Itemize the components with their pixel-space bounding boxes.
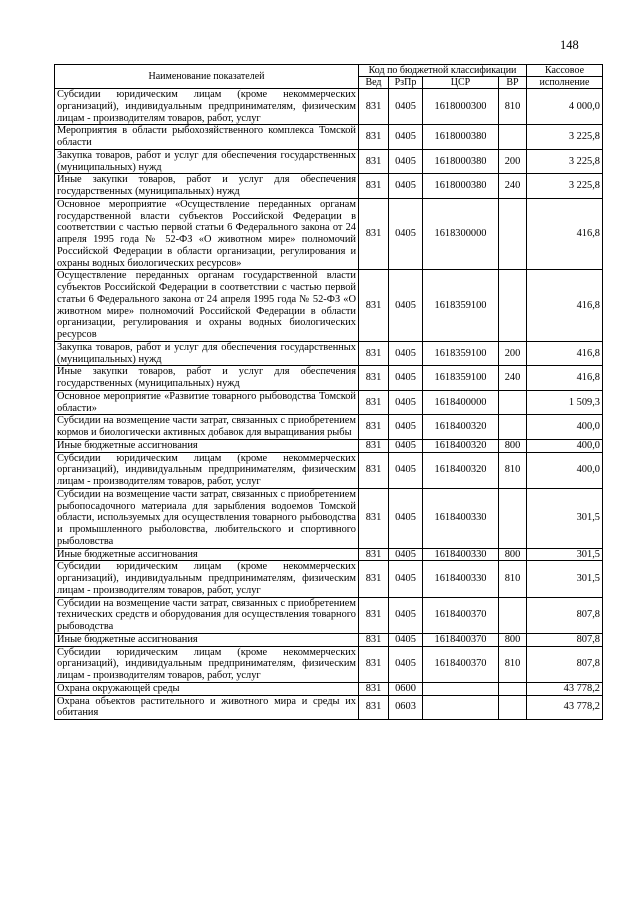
cell-name: Субсидии юридическим лицам (кроме некоммерческих организаций), индивидуальным предпринимателям, физическим лицам - производителям товаров, работ, услуг <box>55 646 359 682</box>
cell-rzpr: 0405 <box>389 488 423 548</box>
header-ved: Вед <box>359 77 389 89</box>
cell-vr <box>499 198 527 270</box>
cell-amount: 43 778,2 <box>527 682 603 695</box>
table-row <box>55 270 603 342</box>
cell-amount: 3 225,8 <box>527 125 603 150</box>
cell-rzpr: 0405 <box>389 366 423 391</box>
table-row <box>55 646 603 682</box>
cell-vr: 810 <box>499 646 527 682</box>
cell-rzpr: 0405 <box>389 341 423 366</box>
cell-csr: 1618400320 <box>423 452 499 488</box>
header-cash-line1: Кассовое <box>527 65 603 77</box>
cell-amount: 4 000,0 <box>527 89 603 125</box>
cell-amount: 807,8 <box>527 646 603 682</box>
table-row <box>55 597 603 633</box>
cell-rzpr: 0405 <box>389 89 423 125</box>
cell-vr <box>499 597 527 633</box>
cell-name: Субсидии на возмещение части затрат, связанных с приобретением кормов и биологически активных добавок для выращивания рыбы <box>55 415 359 440</box>
table-row <box>55 125 603 150</box>
cell-vr <box>499 415 527 440</box>
cell-amount: 301,5 <box>527 488 603 548</box>
cell-rzpr: 0405 <box>389 125 423 150</box>
cell-name: Субсидии юридическим лицам (кроме некоммерческих организаций), индивидуальным предпринимателям, физическим лицам - производителям товаров, работ, услуг <box>55 452 359 488</box>
cell-amount: 416,8 <box>527 198 603 270</box>
cell-vr: 810 <box>499 89 527 125</box>
cell-rzpr: 0405 <box>389 439 423 452</box>
cell-name: Закупка товаров, работ и услуг для обеспечения государственных (муниципальных) нужд <box>55 341 359 366</box>
cell-vr: 800 <box>499 439 527 452</box>
cell-ved: 831 <box>359 415 389 440</box>
cell-amount: 400,0 <box>527 439 603 452</box>
cell-amount: 3 225,8 <box>527 149 603 174</box>
cell-vr: 240 <box>499 366 527 391</box>
cell-rzpr: 0405 <box>389 390 423 415</box>
cell-ved: 831 <box>359 270 389 342</box>
cell-amount: 43 778,2 <box>527 695 603 720</box>
cell-csr: 1618359100 <box>423 341 499 366</box>
header-rzpr: РзПр <box>389 77 423 89</box>
cell-csr: 1618359100 <box>423 366 499 391</box>
cell-ved: 831 <box>359 366 389 391</box>
cell-ved: 831 <box>359 174 389 199</box>
cell-vr: 810 <box>499 561 527 597</box>
cell-ved: 831 <box>359 561 389 597</box>
cell-rzpr: 0405 <box>389 415 423 440</box>
header-name: Наименование показателей <box>55 65 359 89</box>
cell-csr: 1618400320 <box>423 415 499 440</box>
cell-csr: 1618359100 <box>423 270 499 342</box>
table-row <box>55 488 603 548</box>
cell-vr <box>499 270 527 342</box>
cell-amount: 416,8 <box>527 270 603 342</box>
cell-csr: 1618400330 <box>423 548 499 561</box>
cell-csr <box>423 695 499 720</box>
cell-rzpr: 0405 <box>389 149 423 174</box>
cell-name: Иные бюджетные ассигнования <box>55 548 359 561</box>
header-csr: ЦСР <box>423 77 499 89</box>
cell-ved: 831 <box>359 125 389 150</box>
cell-name: Закупка товаров, работ и услуг для обеспечения государственных (муниципальных) нужд <box>55 149 359 174</box>
cell-vr: 240 <box>499 174 527 199</box>
cell-ved: 831 <box>359 633 389 646</box>
header-cash-line2: исполнение <box>527 77 603 89</box>
cell-name: Основное мероприятие «Осуществление переданных органам государственной власти субъектов Российской Федерации в соответствии с частью первой статьи 6 Федерального закона от 24 апреля 1995 года № 52-ФЗ «О животном мире» полномочий Российской Федерации в области организации, регулирования и охраны водных биологических ресурсов» <box>55 198 359 270</box>
table-row <box>55 439 603 452</box>
cell-name: Охрана объектов растительного и животного мира и среды их обитания <box>55 695 359 720</box>
cell-amount: 400,0 <box>527 415 603 440</box>
cell-vr <box>499 125 527 150</box>
cell-name: Субсидии юридическим лицам (кроме некоммерческих организаций), индивидуальным предпринимателям, физическим лицам - производителям товаров, работ, услуг <box>55 89 359 125</box>
cell-csr: 1618300000 <box>423 198 499 270</box>
cell-name: Иные бюджетные ассигнования <box>55 439 359 452</box>
cell-name: Охрана окружающей среды <box>55 682 359 695</box>
cell-rzpr: 0405 <box>389 633 423 646</box>
cell-ved: 831 <box>359 597 389 633</box>
budget-table <box>54 64 603 720</box>
table-row <box>55 366 603 391</box>
cell-amount: 301,5 <box>527 561 603 597</box>
table-row <box>55 198 603 270</box>
cell-csr: 1618000380 <box>423 125 499 150</box>
cell-rzpr: 0603 <box>389 695 423 720</box>
cell-amount: 416,8 <box>527 341 603 366</box>
cell-vr <box>499 390 527 415</box>
cell-rzpr: 0405 <box>389 597 423 633</box>
table-row <box>55 561 603 597</box>
header-vr: ВР <box>499 77 527 89</box>
table-row <box>55 548 603 561</box>
cell-amount: 400,0 <box>527 452 603 488</box>
cell-amount: 1 509,3 <box>527 390 603 415</box>
cell-rzpr: 0405 <box>389 174 423 199</box>
cell-vr: 200 <box>499 341 527 366</box>
cell-amount: 301,5 <box>527 548 603 561</box>
cell-amount: 3 225,8 <box>527 174 603 199</box>
cell-vr <box>499 488 527 548</box>
cell-vr: 810 <box>499 452 527 488</box>
cell-amount: 416,8 <box>527 366 603 391</box>
cell-vr <box>499 695 527 720</box>
cell-csr <box>423 682 499 695</box>
table-row <box>55 89 603 125</box>
cell-ved: 831 <box>359 149 389 174</box>
cell-name: Иные закупки товаров, работ и услуг для обеспечения государственных (муниципальных) нужд <box>55 366 359 391</box>
cell-csr: 1618400370 <box>423 646 499 682</box>
cell-amount: 807,8 <box>527 633 603 646</box>
cell-csr: 1618000380 <box>423 174 499 199</box>
cell-csr: 1618400370 <box>423 633 499 646</box>
page-number: 148 <box>560 38 579 52</box>
cell-csr: 1618400320 <box>423 439 499 452</box>
cell-name: Субсидии юридическим лицам (кроме некоммерческих организаций), индивидуальным предпринимателям, физическим лицам - производителям товаров, работ, услуг <box>55 561 359 597</box>
cell-csr: 1618000380 <box>423 149 499 174</box>
cell-vr: 800 <box>499 633 527 646</box>
cell-rzpr: 0405 <box>389 561 423 597</box>
cell-ved: 831 <box>359 341 389 366</box>
cell-rzpr: 0405 <box>389 548 423 561</box>
table-row <box>55 174 603 199</box>
cell-ved: 831 <box>359 439 389 452</box>
cell-csr: 1618400370 <box>423 597 499 633</box>
cell-name: Основное мероприятие «Развитие товарного рыбоводства Томской области» <box>55 390 359 415</box>
cell-vr: 800 <box>499 548 527 561</box>
cell-name: Осуществление переданных органам государственной власти субъектов Российской Федерации в соответствии с частью первой статьи 6 Федерального закона от 24 апреля 1995 года № 52-ФЗ «О животном мире» полномочий Российской Федерации в области организации, регулирования и охраны водных биологических ресурсов <box>55 270 359 342</box>
cell-rzpr: 0600 <box>389 682 423 695</box>
cell-rzpr: 0405 <box>389 646 423 682</box>
cell-ved: 831 <box>359 695 389 720</box>
cell-name: Субсидии на возмещение части затрат, связанных с приобретением рыбопосадочного материала для зарыбления водоемов Томской области, используемых для осуществления товарного рыбоводства и промышленного рыболовства, любительского и спортивного рыболовства <box>55 488 359 548</box>
table-body <box>55 89 603 720</box>
cell-ved: 831 <box>359 646 389 682</box>
header-code-group: Код по бюджетной классификации <box>359 65 527 77</box>
table-row <box>55 341 603 366</box>
cell-amount: 807,8 <box>527 597 603 633</box>
table-row <box>55 415 603 440</box>
cell-csr: 1618400330 <box>423 488 499 548</box>
table-row <box>55 390 603 415</box>
cell-ved: 831 <box>359 390 389 415</box>
cell-csr: 1618400330 <box>423 561 499 597</box>
cell-ved: 831 <box>359 488 389 548</box>
table-row <box>55 452 603 488</box>
cell-name: Иные закупки товаров, работ и услуг для обеспечения государственных (муниципальных) нужд <box>55 174 359 199</box>
cell-ved: 831 <box>359 89 389 125</box>
cell-ved: 831 <box>359 452 389 488</box>
cell-name: Субсидии на возмещение части затрат, связанных с приобретением технических средств и оборудования для осуществления товарного рыбоводства <box>55 597 359 633</box>
table-row <box>55 682 603 695</box>
cell-rzpr: 0405 <box>389 198 423 270</box>
cell-rzpr: 0405 <box>389 452 423 488</box>
cell-ved: 831 <box>359 548 389 561</box>
cell-ved: 831 <box>359 198 389 270</box>
cell-csr: 1618000300 <box>423 89 499 125</box>
cell-csr: 1618400000 <box>423 390 499 415</box>
cell-rzpr: 0405 <box>389 270 423 342</box>
cell-name: Мероприятия в области рыбохозяйственного комплекса Томской области <box>55 125 359 150</box>
table-row <box>55 633 603 646</box>
cell-ved: 831 <box>359 682 389 695</box>
cell-name: Иные бюджетные ассигнования <box>55 633 359 646</box>
cell-vr <box>499 682 527 695</box>
cell-vr: 200 <box>499 149 527 174</box>
table-row <box>55 149 603 174</box>
table-header <box>55 65 603 89</box>
table-row <box>55 695 603 720</box>
